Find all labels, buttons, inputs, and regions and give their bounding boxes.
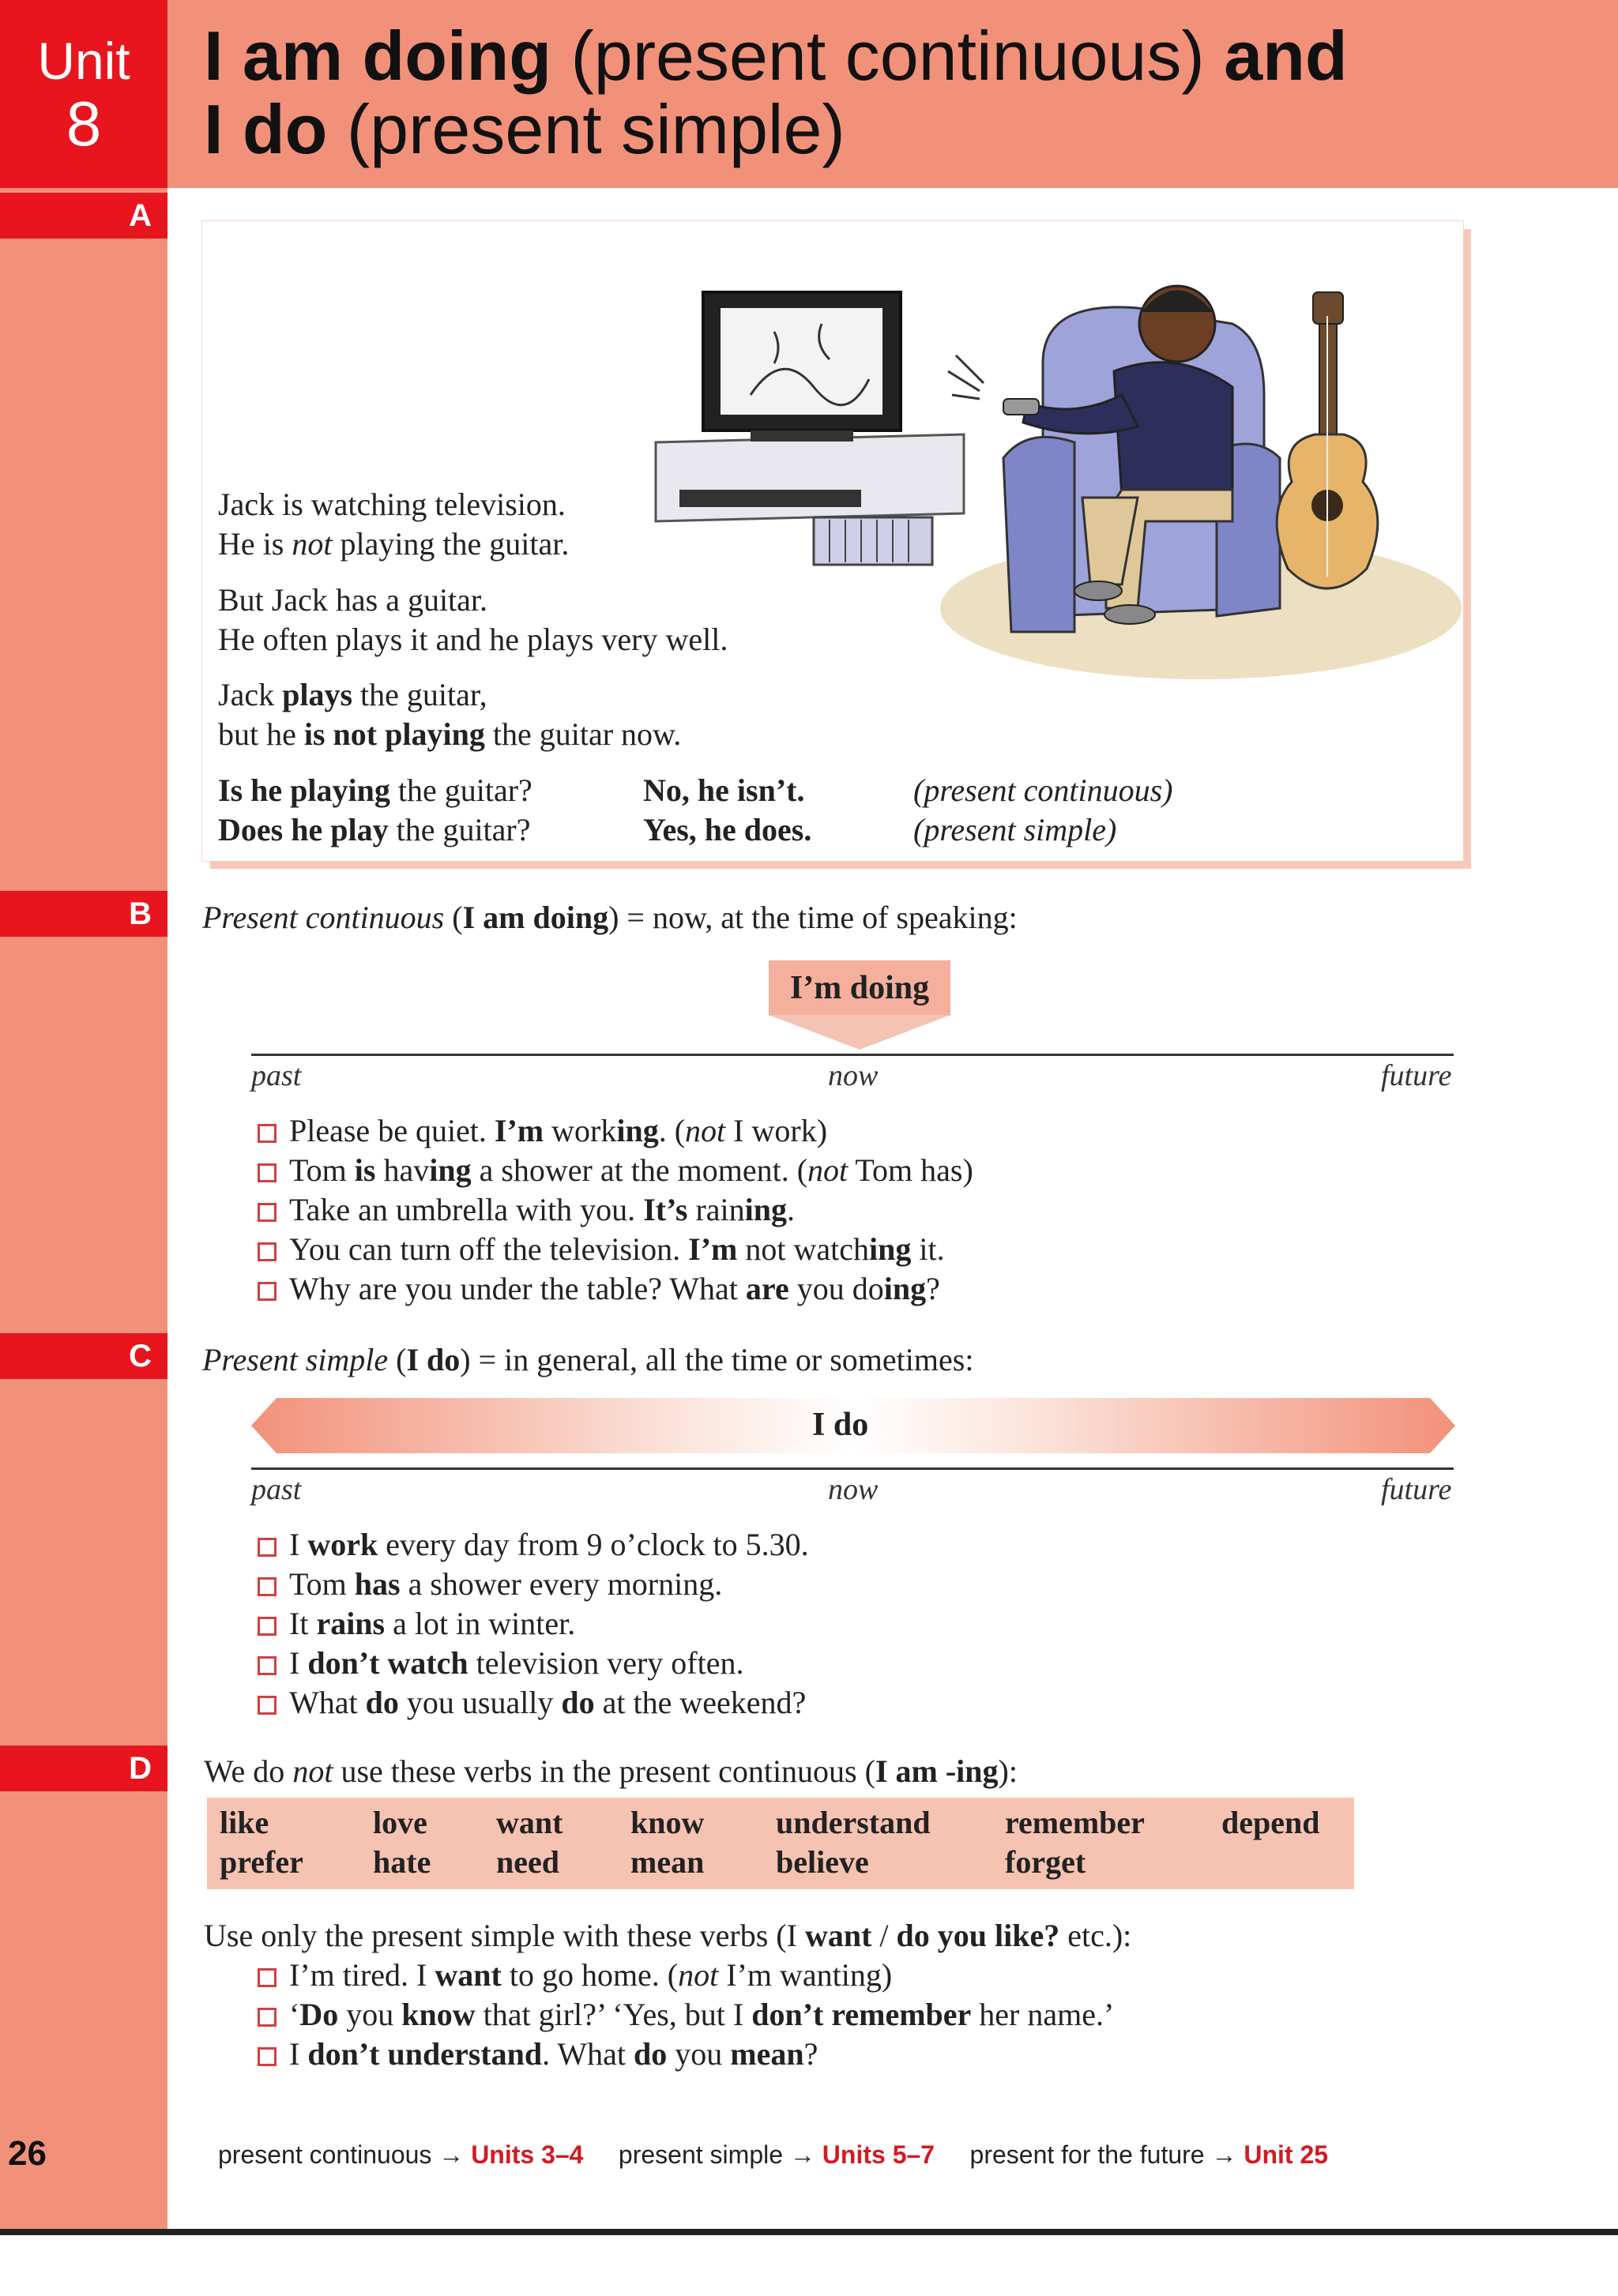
timeline-b-now: now xyxy=(828,1059,879,1092)
ref-link-unit-25[interactable]: Unit 25 xyxy=(1244,2140,1329,2169)
text-run: . What xyxy=(542,2036,634,2072)
text-run: You can turn off the television. xyxy=(289,1231,689,1267)
arrow-right-icon: → xyxy=(789,2140,815,2169)
checkbox-bullet-icon xyxy=(258,1242,277,1261)
text-run: I xyxy=(289,1645,308,1681)
checkbox-bullet-icon xyxy=(258,1538,277,1557)
section-tab-a: A xyxy=(0,193,167,239)
verb-cell: love xyxy=(373,1805,427,1840)
question-1 xyxy=(218,771,532,810)
text-run: it. xyxy=(911,1231,945,1267)
section-a-qa xyxy=(218,771,1403,850)
now-pointer-arrow xyxy=(769,1015,950,1050)
text-run: to go home. ( xyxy=(501,1957,679,1993)
note-1: (present continuous) xyxy=(913,772,1173,808)
checkbox-bullet-icon xyxy=(258,1203,277,1222)
text-run: you xyxy=(338,1997,402,2032)
checkbox-bullet-icon xyxy=(258,1696,277,1715)
text-run: that girl?’ ‘Yes, but I xyxy=(475,1997,752,2032)
verb-cell: mean xyxy=(630,1844,705,1880)
section-tab-b: B xyxy=(0,891,167,937)
verb-cell: understand xyxy=(776,1805,931,1840)
timeline-b xyxy=(251,1054,1454,1056)
i-do-label: I do xyxy=(812,1407,869,1443)
list-item xyxy=(258,1956,1114,1995)
qa-row-1 xyxy=(218,771,1403,810)
section-a-para2 xyxy=(218,581,728,659)
qa-row-2 xyxy=(218,810,1403,850)
text-run: hav xyxy=(375,1152,430,1188)
im-doing-box: I’m doing xyxy=(769,960,950,1016)
text-run: but he xyxy=(218,716,304,752)
para1-line1: Jack is watching television. xyxy=(218,487,566,522)
bold-run: is not playing xyxy=(303,716,485,752)
page-title xyxy=(204,19,1547,166)
checkbox-bullet-icon xyxy=(258,1124,277,1143)
text-run: ) = now, at the time of speaking: xyxy=(608,900,1018,935)
text-run: Use only the present simple with these verbs (I xyxy=(204,1918,805,1953)
checkbox-bullet-icon xyxy=(258,1968,277,1987)
verb-cell: need xyxy=(496,1844,559,1880)
section-b-examples xyxy=(258,1111,973,1309)
text-run: Tom xyxy=(289,1152,355,1188)
text-run: the guitar? xyxy=(389,772,532,808)
text-run: Take an umbrella with you. xyxy=(289,1192,644,1227)
text-run: the guitar now. xyxy=(484,716,682,752)
bold-run: do xyxy=(634,2036,668,2072)
list-item xyxy=(258,2035,1114,2074)
text-run: . xyxy=(787,1192,796,1227)
text-run: Jack xyxy=(218,677,283,712)
checkbox-bullet-icon xyxy=(258,1656,277,1675)
verb-cell: want xyxy=(496,1805,563,1840)
text-run: Tom has) xyxy=(848,1152,973,1188)
bottom-rule xyxy=(0,2229,1618,2235)
list-item xyxy=(258,1190,973,1230)
text-run: television very often. xyxy=(468,1645,744,1681)
bold-run: It’s xyxy=(643,1192,688,1227)
ref-link-units-3-4[interactable]: Units 3–4 xyxy=(471,2140,584,2169)
bold-run: do xyxy=(365,1685,399,1720)
verb-cell: forget xyxy=(1005,1844,1086,1880)
verb-cell: like xyxy=(220,1805,269,1840)
text-run: etc.): xyxy=(1059,1918,1132,1953)
section-c-intro xyxy=(202,1340,973,1380)
bold-run: ing xyxy=(616,1113,659,1148)
text-run: I’m tired. I xyxy=(289,1957,435,1993)
para2-line1: But Jack has a guitar. xyxy=(218,582,488,618)
jack-watching-tv-illustration xyxy=(632,237,1462,679)
text-run: the guitar? xyxy=(388,812,531,847)
text-run: at the weekend? xyxy=(594,1685,807,1720)
text-run: I xyxy=(289,2036,308,2072)
bold-run: are xyxy=(745,1271,789,1306)
text-run: work xyxy=(544,1113,617,1148)
text-run: ): xyxy=(998,1753,1018,1789)
section-d-examples xyxy=(258,1956,1114,2074)
answer-2: Yes, he does. xyxy=(643,812,812,847)
text-run: Why are you under the table? What xyxy=(289,1271,746,1306)
text-run: I xyxy=(289,1527,308,1562)
para3-line2 xyxy=(218,715,681,754)
text-run: ‘ xyxy=(289,1997,300,2032)
timeline-b-future: future xyxy=(1381,1059,1452,1092)
bold-run: ing xyxy=(744,1192,788,1227)
text-run: It xyxy=(289,1606,317,1641)
text-run: ( xyxy=(444,900,463,935)
verb-cell: remember xyxy=(1005,1805,1145,1840)
text-run: rain xyxy=(687,1192,745,1227)
list-item xyxy=(258,1269,973,1309)
text-run: ) = in general, all the time or sometimes: xyxy=(460,1342,974,1377)
text-run: not watch xyxy=(737,1231,869,1267)
bold-run: ing xyxy=(429,1152,472,1188)
title-bold-and: and xyxy=(1224,17,1348,95)
italic-run: Present simple xyxy=(202,1342,389,1377)
checkbox-bullet-icon xyxy=(258,1577,277,1596)
bold-run: I’m xyxy=(688,1231,738,1267)
bold-run: has xyxy=(354,1566,401,1602)
para1-line2 xyxy=(218,524,569,564)
unit-word: Unit xyxy=(37,32,130,90)
text-run: you usually xyxy=(398,1685,562,1720)
bold-run: I’m xyxy=(494,1113,544,1148)
bold-run: Does he play xyxy=(218,812,389,847)
bold-run: want xyxy=(435,1957,502,1993)
ref-text: present simple xyxy=(618,2140,784,2169)
bold-run: don’t watch xyxy=(307,1645,468,1681)
text-run: . ( xyxy=(658,1113,686,1148)
text-run: you xyxy=(667,2036,731,2072)
text-run: every day from 9 o’clock to 5.30. xyxy=(378,1527,809,1562)
note-2: (present simple) xyxy=(913,812,1117,847)
unit-badge xyxy=(0,0,167,188)
section-d-use-line xyxy=(204,1916,1131,1956)
text-run: I’m wanting) xyxy=(718,1957,893,1993)
bold-run: don’t understand xyxy=(307,2036,543,2072)
list-item xyxy=(258,1995,1114,2035)
cross-references xyxy=(218,2140,1328,2170)
checkbox-bullet-icon xyxy=(258,1282,277,1301)
arrow-right-icon: → xyxy=(1211,2140,1237,2169)
italic-run: not xyxy=(678,1957,719,1993)
timeline-b-past: past xyxy=(251,1059,302,1092)
bold-run: Is he playing xyxy=(218,772,390,808)
bold-run: is xyxy=(354,1152,376,1188)
list-item xyxy=(258,1565,809,1604)
section-c-examples xyxy=(258,1525,809,1723)
title-normal-2: (present simple) xyxy=(327,90,845,168)
verb-cell: prefer xyxy=(220,1844,303,1880)
text-run: What xyxy=(289,1685,366,1720)
ref-text: present continuous xyxy=(218,2140,432,2169)
italic-run: not xyxy=(292,1753,333,1789)
list-item xyxy=(258,1604,809,1644)
verb-cell: hate xyxy=(373,1844,431,1880)
bold-run: ing xyxy=(883,1271,927,1306)
left-margin-strip xyxy=(0,0,167,2235)
bold-run: ing xyxy=(868,1231,912,1267)
timeline-c-past: past xyxy=(251,1473,302,1506)
stative-verbs-table xyxy=(207,1798,1354,1889)
timeline-c xyxy=(251,1467,1454,1470)
list-item xyxy=(258,1644,809,1683)
section-tab-d: D xyxy=(0,1745,167,1791)
list-item xyxy=(258,1111,973,1151)
list-item xyxy=(258,1230,973,1269)
italic-run: not xyxy=(685,1113,726,1148)
text-run: a shower at the moment. ( xyxy=(471,1152,808,1188)
verb-cell: know xyxy=(630,1805,705,1840)
bold-run: want xyxy=(804,1918,872,1953)
bold-run: do xyxy=(561,1685,595,1720)
text-run: her name.’ xyxy=(971,1997,1115,2032)
checkbox-bullet-icon xyxy=(258,1617,277,1636)
para2-line2: He often plays it and he plays very well. xyxy=(218,622,728,657)
bold-run: don’t remember xyxy=(751,1997,972,2032)
list-item xyxy=(258,1683,809,1723)
timeline-c-now: now xyxy=(828,1473,879,1506)
timeline-c-future: future xyxy=(1381,1473,1452,1506)
text-run: you do xyxy=(788,1271,884,1306)
bold-run: mean xyxy=(730,2036,804,2072)
ref-link-units-5-7[interactable]: Units 5–7 xyxy=(822,2140,935,2169)
arrow-right-icon: → xyxy=(438,2140,465,2169)
bold-run: plays xyxy=(282,677,353,712)
text-run: ? xyxy=(803,2036,818,2072)
text-run: ( xyxy=(388,1342,407,1377)
text-run: Tom xyxy=(289,1566,355,1602)
verb-cell: believe xyxy=(776,1844,869,1880)
list-item xyxy=(258,1151,973,1190)
italic-run: not xyxy=(807,1152,849,1188)
bold-run: Do xyxy=(299,1997,339,2032)
section-b-intro xyxy=(202,898,1018,938)
para3-line1 xyxy=(218,675,681,715)
text-run: He is xyxy=(218,526,292,562)
text-run: use these verbs in the present continuous ( xyxy=(333,1753,875,1789)
verb-cell: depend xyxy=(1221,1805,1320,1840)
section-d-intro xyxy=(204,1752,1018,1791)
title-bold-1: I am doing xyxy=(204,17,551,95)
bold-run: I am doing xyxy=(462,900,609,935)
bold-run: rains xyxy=(316,1606,386,1641)
italic-not: not xyxy=(292,526,333,562)
text-run: ? xyxy=(926,1271,940,1306)
text-run: the guitar, xyxy=(352,677,487,712)
ref-text: present for the future xyxy=(969,2140,1205,2169)
text-run: a lot in winter. xyxy=(385,1606,576,1641)
title-normal-1: (present continuous) xyxy=(551,17,1225,95)
bold-run: do you like? xyxy=(896,1918,1060,1953)
title-bold-2: I do xyxy=(204,90,328,168)
section-a-para3 xyxy=(218,675,681,754)
text-run: We do xyxy=(204,1753,293,1789)
unit-number: 8 xyxy=(66,88,102,159)
text-run: Please be quiet. xyxy=(289,1113,495,1148)
answer-1: No, he isn’t. xyxy=(643,772,805,808)
question-2 xyxy=(218,810,531,850)
italic-run: Present continuous xyxy=(202,900,445,935)
checkbox-bullet-icon xyxy=(258,2008,277,2027)
checkbox-bullet-icon xyxy=(258,1163,277,1182)
page-number: 26 xyxy=(8,2134,47,2173)
text-run: a shower every morning. xyxy=(400,1566,723,1602)
text-run: I work) xyxy=(725,1113,828,1148)
bold-run: work xyxy=(307,1527,378,1562)
bold-run: I do xyxy=(406,1342,461,1377)
list-item xyxy=(258,1525,809,1565)
text-run: playing the guitar. xyxy=(332,526,570,562)
checkbox-bullet-icon xyxy=(258,2047,277,2066)
bold-run: I am -ing xyxy=(875,1753,999,1789)
section-a-para1 xyxy=(218,485,569,564)
bold-run: know xyxy=(401,1997,476,2032)
text-run: / xyxy=(871,1918,897,1953)
section-tab-c: C xyxy=(0,1333,167,1379)
